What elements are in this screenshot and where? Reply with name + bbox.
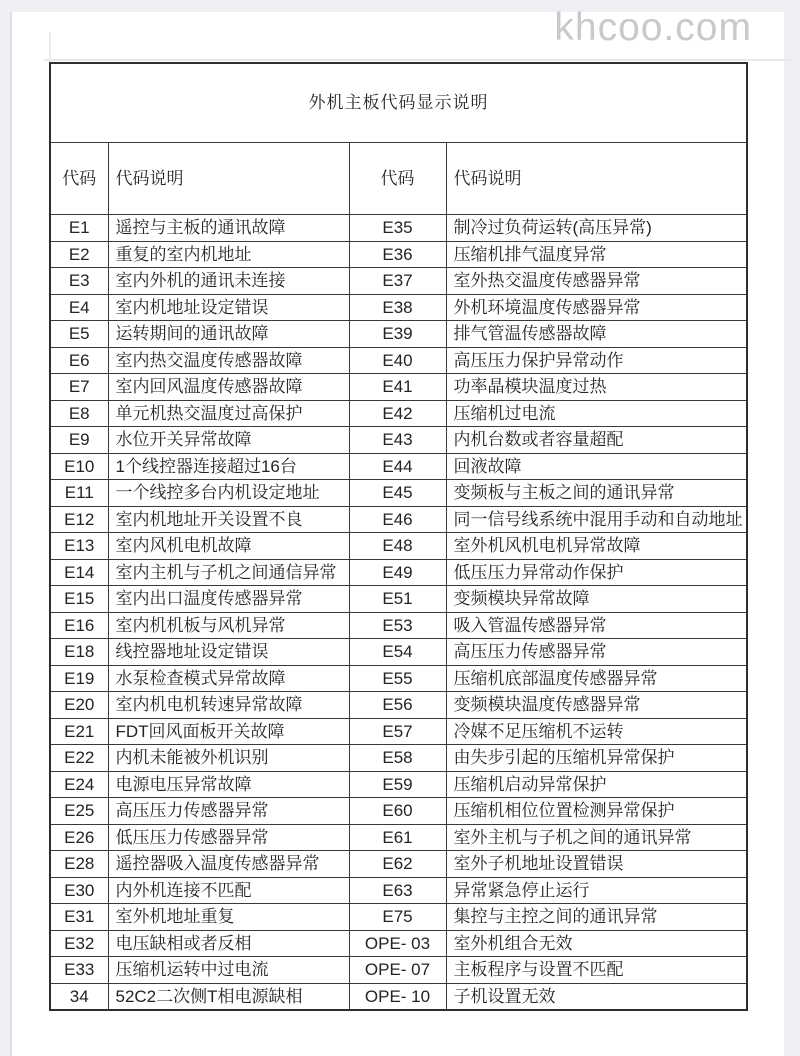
left-code-cell: E9 xyxy=(50,427,108,454)
right-desc-cell: 变频模块异常故障 xyxy=(446,586,747,613)
right-code-column-header: 代码 xyxy=(349,143,446,215)
left-desc-cell: 室内机电机转速异常故障 xyxy=(108,692,349,719)
right-desc-cell: 变频板与主板之间的通讯异常 xyxy=(446,480,747,507)
right-desc-cell: 压缩机底部温度传感器异常 xyxy=(446,665,747,692)
table-header-section xyxy=(50,63,747,215)
table-row xyxy=(50,586,747,613)
left-desc-cell: 室外机地址重复 xyxy=(108,904,349,931)
right-desc-cell: 室外子机地址设置错误 xyxy=(446,851,747,878)
left-desc-cell: 低压压力传感器异常 xyxy=(108,824,349,851)
right-desc-cell: 集控与主控之间的通讯异常 xyxy=(446,904,747,931)
table-row xyxy=(50,877,747,904)
left-desc-cell: 运转期间的通讯故障 xyxy=(108,321,349,348)
right-desc-cell: 高压压力传感器异常 xyxy=(446,639,747,666)
left-desc-column-header: 代码说明 xyxy=(108,143,349,215)
table-row xyxy=(50,480,747,507)
right-desc-cell: 主板程序与设置不匹配 xyxy=(446,957,747,984)
table-row xyxy=(50,957,747,984)
table-row xyxy=(50,533,747,560)
left-code-cell: E6 xyxy=(50,347,108,374)
right-desc-cell: 压缩机过电流 xyxy=(446,400,747,427)
table-row xyxy=(50,692,747,719)
left-code-cell: E8 xyxy=(50,400,108,427)
right-code-cell: E55 xyxy=(349,665,446,692)
left-desc-cell: 水位开关异常故障 xyxy=(108,427,349,454)
right-code-cell: E45 xyxy=(349,480,446,507)
right-code-cell: E59 xyxy=(349,771,446,798)
table-row xyxy=(50,268,747,295)
right-desc-cell: 室外机风机电机异常故障 xyxy=(446,533,747,560)
table-row xyxy=(50,453,747,480)
right-code-cell: E60 xyxy=(349,798,446,825)
right-desc-cell: 吸入管温传感器异常 xyxy=(446,612,747,639)
right-code-cell: OPE- 03 xyxy=(349,930,446,957)
left-desc-cell: FDT回风面板开关故障 xyxy=(108,718,349,745)
table-row xyxy=(50,665,747,692)
table-row xyxy=(50,612,747,639)
table-row xyxy=(50,983,747,1010)
table-row xyxy=(50,400,747,427)
left-desc-cell: 重复的室内机地址 xyxy=(108,241,349,268)
left-code-cell: E32 xyxy=(50,930,108,957)
document-page xyxy=(10,6,784,1056)
left-code-cell: E31 xyxy=(50,904,108,931)
left-desc-cell: 电源电压异常故障 xyxy=(108,771,349,798)
right-desc-cell: 子机设置无效 xyxy=(446,983,747,1010)
left-desc-cell: 电压缺相或者反相 xyxy=(108,930,349,957)
right-desc-cell: 高压压力保护异常动作 xyxy=(446,347,747,374)
left-code-cell: E28 xyxy=(50,851,108,878)
right-desc-cell: 压缩机排气温度异常 xyxy=(446,241,747,268)
left-desc-cell: 1个线控器连接超过16台 xyxy=(108,453,349,480)
page-edge-shadow xyxy=(10,12,12,1056)
table-title: 外机主板代码显示说明 xyxy=(50,63,747,143)
left-code-cell: E1 xyxy=(50,215,108,242)
left-code-cell: E10 xyxy=(50,453,108,480)
table-row xyxy=(50,241,747,268)
right-code-cell: E42 xyxy=(349,400,446,427)
right-desc-cell: 异常紧急停止运行 xyxy=(446,877,747,904)
right-desc-cell: 室外机组合无效 xyxy=(446,930,747,957)
table-row xyxy=(50,427,747,454)
left-code-cell: E24 xyxy=(50,771,108,798)
right-code-cell: E61 xyxy=(349,824,446,851)
left-desc-cell: 遥控与主板的通讯故障 xyxy=(108,215,349,242)
left-code-cell: E15 xyxy=(50,586,108,613)
left-desc-cell: 单元机热交温度过高保护 xyxy=(108,400,349,427)
left-desc-cell: 室内风机电机故障 xyxy=(108,533,349,560)
right-desc-cell: 压缩机启动异常保护 xyxy=(446,771,747,798)
table-row xyxy=(50,321,747,348)
left-code-cell: E19 xyxy=(50,665,108,692)
left-code-cell: E22 xyxy=(50,745,108,772)
left-code-cell: E21 xyxy=(50,718,108,745)
right-code-cell: E40 xyxy=(349,347,446,374)
table-row xyxy=(50,294,747,321)
right-desc-cell: 室外热交温度传感器异常 xyxy=(446,268,747,295)
right-desc-cell: 回液故障 xyxy=(446,453,747,480)
right-desc-cell: 冷媒不足压缩机不运转 xyxy=(446,718,747,745)
left-desc-cell: 压缩机运转中过电流 xyxy=(108,957,349,984)
left-code-cell: E16 xyxy=(50,612,108,639)
right-code-cell: E51 xyxy=(349,586,446,613)
left-desc-cell: 室内机地址开关设置不良 xyxy=(108,506,349,533)
left-code-cell: E26 xyxy=(50,824,108,851)
left-desc-cell: 室内机地址设定错误 xyxy=(108,294,349,321)
table-row xyxy=(50,639,747,666)
right-code-cell: E62 xyxy=(349,851,446,878)
table-row xyxy=(50,745,747,772)
right-desc-cell: 同一信号线系统中混用手动和自动地址 xyxy=(446,506,747,533)
right-desc-column-header: 代码说明 xyxy=(446,143,747,215)
left-desc-cell: 一个线控多台内机设定地址 xyxy=(108,480,349,507)
right-desc-cell: 外机环境温度传感器异常 xyxy=(446,294,747,321)
right-code-cell: E43 xyxy=(349,427,446,454)
right-desc-cell: 制冷过负荷运转(高压异常) xyxy=(446,215,747,242)
scan-artifact-line-horizontal xyxy=(44,59,792,61)
right-code-cell: E58 xyxy=(349,745,446,772)
right-desc-cell: 变频模块温度传感器异常 xyxy=(446,692,747,719)
left-code-cell: E4 xyxy=(50,294,108,321)
table-row xyxy=(50,506,747,533)
right-code-cell: E36 xyxy=(349,241,446,268)
right-code-cell: E41 xyxy=(349,374,446,401)
right-code-cell: E75 xyxy=(349,904,446,931)
right-code-cell: E54 xyxy=(349,639,446,666)
left-code-cell: E13 xyxy=(50,533,108,560)
table-row xyxy=(50,215,747,242)
left-code-cell: E20 xyxy=(50,692,108,719)
right-desc-cell: 低压压力异常动作保护 xyxy=(446,559,747,586)
table-row xyxy=(50,930,747,957)
left-desc-cell: 水泵检查模式异常故障 xyxy=(108,665,349,692)
left-desc-cell: 内外机连接不匹配 xyxy=(108,877,349,904)
right-desc-cell: 室外主机与子机之间的通讯异常 xyxy=(446,824,747,851)
left-desc-cell: 室内出口温度传感器异常 xyxy=(108,586,349,613)
right-code-cell: OPE- 10 xyxy=(349,983,446,1010)
left-desc-cell: 室内回风温度传感器故障 xyxy=(108,374,349,401)
code-table-body xyxy=(50,215,747,1010)
right-code-cell: E38 xyxy=(349,294,446,321)
scan-artifact-line-vertical xyxy=(49,32,51,62)
right-code-cell: E44 xyxy=(349,453,446,480)
left-code-cell: E14 xyxy=(50,559,108,586)
table-row xyxy=(50,904,747,931)
table-row xyxy=(50,347,747,374)
left-desc-cell: 室内主机与子机之间通信异常 xyxy=(108,559,349,586)
right-code-cell: E63 xyxy=(349,877,446,904)
table-row xyxy=(50,559,747,586)
table-row xyxy=(50,771,747,798)
right-code-cell: E46 xyxy=(349,506,446,533)
left-code-cell: E7 xyxy=(50,374,108,401)
table-row xyxy=(50,798,747,825)
left-desc-cell: 线控器地址设定错误 xyxy=(108,639,349,666)
table-row xyxy=(50,851,747,878)
left-code-cell: 34 xyxy=(50,983,108,1010)
right-code-cell: E35 xyxy=(349,215,446,242)
left-desc-cell: 室内外机的通讯未连接 xyxy=(108,268,349,295)
table-row xyxy=(50,718,747,745)
left-code-cell: E3 xyxy=(50,268,108,295)
right-desc-cell: 内机台数或者容量超配 xyxy=(446,427,747,454)
right-desc-cell: 功率晶模块温度过热 xyxy=(446,374,747,401)
right-code-cell: E39 xyxy=(349,321,446,348)
left-desc-cell: 遥控器吸入温度传感器异常 xyxy=(108,851,349,878)
left-desc-cell: 高压压力传感器异常 xyxy=(108,798,349,825)
table-row xyxy=(50,374,747,401)
left-code-cell: E25 xyxy=(50,798,108,825)
left-code-column-header: 代码 xyxy=(50,143,108,215)
left-desc-cell: 室内热交温度传感器故障 xyxy=(108,347,349,374)
left-desc-cell: 内机未能被外机识别 xyxy=(108,745,349,772)
right-desc-cell: 由失步引起的压缩机异常保护 xyxy=(446,745,747,772)
left-code-cell: E11 xyxy=(50,480,108,507)
watermark: khcoo.com xyxy=(554,6,752,49)
left-desc-cell: 52C2二次侧T相电源缺相 xyxy=(108,983,349,1010)
left-code-cell: E12 xyxy=(50,506,108,533)
left-code-cell: E5 xyxy=(50,321,108,348)
right-code-cell: OPE- 07 xyxy=(349,957,446,984)
right-desc-cell: 排气管温传感器故障 xyxy=(446,321,747,348)
right-code-cell: E57 xyxy=(349,718,446,745)
right-code-cell: E53 xyxy=(349,612,446,639)
right-desc-cell: 压缩机相位位置检测异常保护 xyxy=(446,798,747,825)
left-code-cell: E33 xyxy=(50,957,108,984)
table-title-row xyxy=(50,63,747,143)
right-code-cell: E49 xyxy=(349,559,446,586)
error-code-table xyxy=(49,62,748,1011)
column-header-row xyxy=(50,143,747,215)
right-code-cell: E48 xyxy=(349,533,446,560)
table-row xyxy=(50,824,747,851)
left-code-cell: E2 xyxy=(50,241,108,268)
left-code-cell: E30 xyxy=(50,877,108,904)
right-code-cell: E37 xyxy=(349,268,446,295)
left-desc-cell: 室内机机板与风机异常 xyxy=(108,612,349,639)
left-code-cell: E18 xyxy=(50,639,108,666)
right-code-cell: E56 xyxy=(349,692,446,719)
